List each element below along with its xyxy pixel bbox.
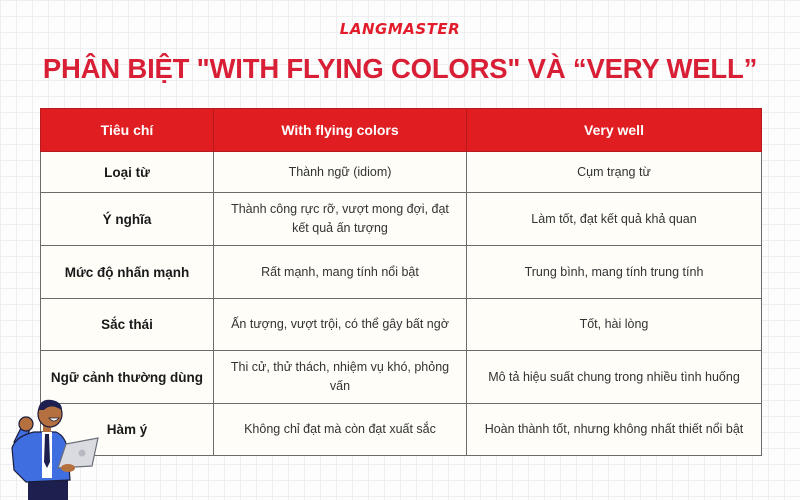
page-title: PHÂN BIỆT "WITH FLYING COLORS" VÀ “VERY WELL” — [42, 53, 758, 84]
header-criteria: Tiêu chí — [41, 109, 214, 152]
row-well-value: Tốt, hài lòng — [467, 299, 762, 351]
table-header-row — [41, 109, 762, 152]
row-well-value: Mô tả hiệu suất chung trong nhiều tình huống — [467, 351, 762, 404]
brand-logo: LANGMASTER — [339, 20, 461, 38]
row-flying-value: Ấn tượng, vượt trội, có thể gây bất ngờ — [214, 299, 467, 351]
row-well-value: Hoàn thành tốt, nhưng không nhất thiết nổi bật — [467, 404, 762, 456]
header-very-well: Very well — [467, 109, 762, 152]
row-flying-value: Rất mạnh, mang tính nổi bật — [214, 246, 467, 299]
table-row — [41, 299, 762, 351]
row-well-value: Trung bình, mang tính trung tính — [467, 246, 762, 299]
row-flying-value: Thành công rực rỡ, vượt mong đợi, đạt kết quả ấn tượng — [214, 193, 467, 246]
row-criterion: Ngữ cảnh thường dùng — [41, 351, 214, 404]
header-with-flying-colors: With flying colors — [214, 109, 467, 152]
table-row — [41, 404, 762, 456]
table-row — [41, 246, 762, 299]
row-criterion: Hàm ý — [41, 404, 214, 456]
table-row — [41, 351, 762, 404]
row-criterion: Loại từ — [41, 152, 214, 193]
row-criterion: Ý nghĩa — [41, 193, 214, 246]
table-row — [41, 152, 762, 193]
businessman-illustration-icon — [4, 396, 104, 500]
row-well-value: Làm tốt, đạt kết quả khả quan — [467, 193, 762, 246]
row-criterion: Sắc thái — [41, 299, 214, 351]
row-flying-value: Thi cử, thử thách, nhiệm vụ khó, phỏng vấn — [214, 351, 467, 404]
comparison-table — [40, 108, 762, 456]
row-well-value: Cụm trạng từ — [467, 152, 762, 193]
row-flying-value: Không chỉ đạt mà còn đạt xuất sắc — [214, 404, 467, 456]
table-row — [41, 193, 762, 246]
row-flying-value: Thành ngữ (idiom) — [214, 152, 467, 193]
row-criterion: Mức độ nhấn mạnh — [41, 246, 214, 299]
